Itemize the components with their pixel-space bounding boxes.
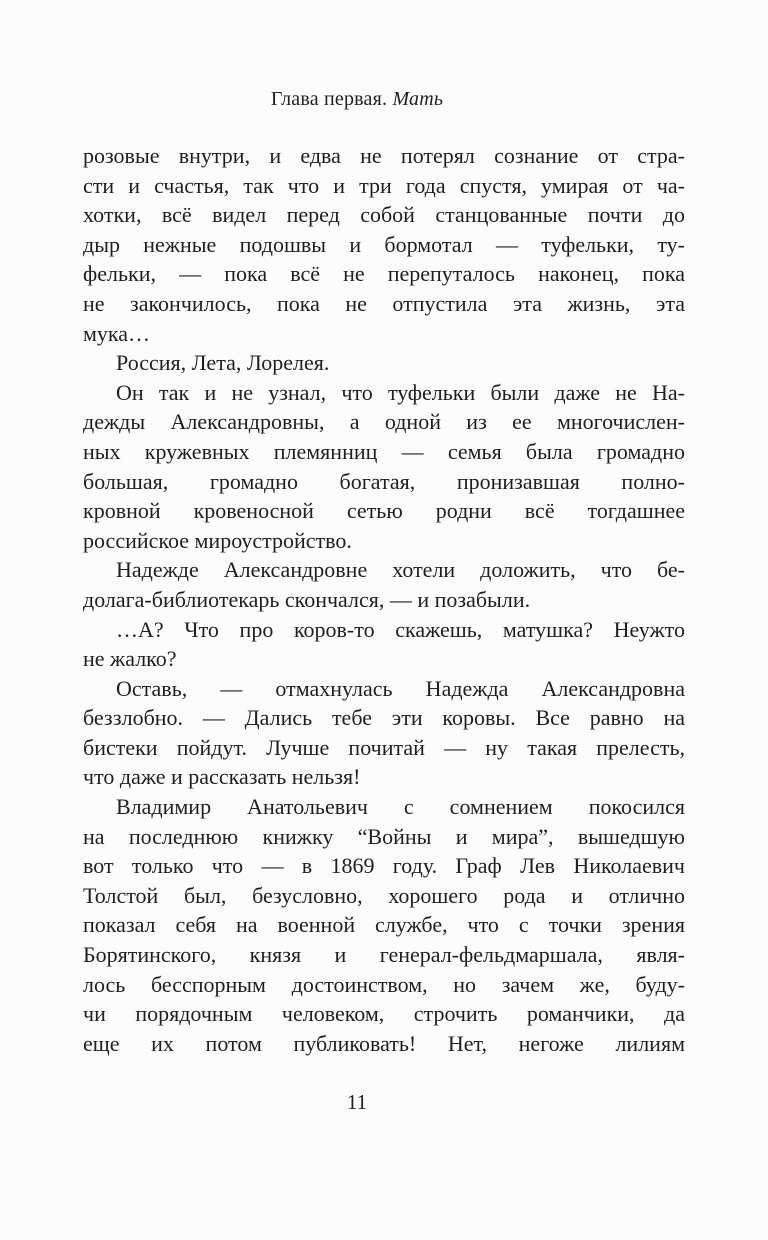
running-head <box>0 89 741 109</box>
text-line: большая, громадно богатая, пронизавшая полно- <box>83 468 685 494</box>
text-line: не закончилось, пока не отпустила эта жизнь, эта <box>83 290 685 316</box>
chapter-title-italic: Мать <box>392 88 444 110</box>
text-line: фельки, — пока всё не перепуталось наконец, пока <box>83 261 685 287</box>
text-line: вот только что — в 1869 году. Граф Лев Николаевич <box>83 853 685 879</box>
text-line: Оставь, — отмахнулась Надежда Александровна <box>116 675 685 701</box>
text-line: на последнюю книжку “Войны и мира”, вышедшую <box>83 823 685 849</box>
text-line: еще их потом публиковать! Нет, негоже лилиям <box>83 1030 685 1056</box>
text-line: …А? Что про коров-то скажешь, матушка? Неужто <box>116 616 685 642</box>
text-line: Толстой был, безусловно, хорошего рода и отлично <box>83 882 685 908</box>
text-line: не жалко? <box>83 646 177 672</box>
text-line: российское мироустройство. <box>83 527 352 553</box>
page-number: 11 <box>346 1090 368 1114</box>
text-line: ных кружевных племянниц — семья была громадно <box>83 438 685 464</box>
text-line: Россия, Лета, Лорелея. <box>116 350 330 376</box>
text-line: Владимир Анатольевич с сомнением покосился <box>116 794 685 820</box>
text-line: бистеки пойдут. Лучше почитай — ну такая прелесть, <box>83 734 685 760</box>
text-line: долага-библиотекарь скончался, — и позабыли. <box>83 586 531 612</box>
text-line: показал себя на военной службе, что с точки зрения <box>83 912 685 938</box>
chapter-label: Глава первая. <box>270 88 393 110</box>
text-line: розовые внутри, и едва не потерял сознание от стра- <box>83 143 685 168</box>
text-line: дыр нежные подошвы и бормотал — туфельки, ту- <box>83 231 685 257</box>
text-line: Он так и не узнал, что туфельки были даже не На- <box>116 379 685 405</box>
text-block <box>83 141 685 1058</box>
text-line: Борятинского, князя и генерал-фельдмаршала, явля- <box>83 942 685 968</box>
text-line: что даже и рассказать нельзя! <box>83 764 361 790</box>
text-line: кровной кровеносной сетью родни всё тогдашнее <box>83 498 685 524</box>
text-line: сти и счастья, так что и три года спустя, умирая от ча- <box>83 172 685 198</box>
text-line: хотки, всё видел перед собой станцованные почти до <box>83 202 685 228</box>
text-line: беззлобно. — Дались тебе эти коровы. Все равно на <box>83 705 685 731</box>
text-line: лось бесспорным достоинством, но зачем же, буду- <box>83 971 685 997</box>
text-line: Надежде Александровне хотели доложить, что бе- <box>116 557 685 583</box>
text-line: мука… <box>83 320 151 346</box>
text-line: дежды Александровны, а одной из ее многочислен- <box>83 409 685 435</box>
text-line: чи порядочным человеком, строчить романчики, да <box>83 1001 685 1027</box>
